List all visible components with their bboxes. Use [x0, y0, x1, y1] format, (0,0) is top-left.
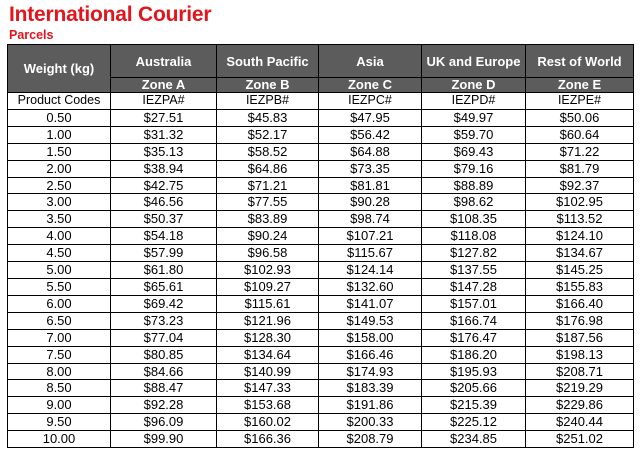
price-cell: $141.07	[319, 295, 422, 312]
price-cell: $124.10	[526, 228, 634, 245]
price-cell: $71.22	[526, 143, 634, 160]
weight-cell: 6.50	[8, 312, 111, 329]
weight-cell: 2.00	[8, 160, 111, 177]
price-cell: $187.56	[526, 329, 634, 346]
price-cell: $77.55	[217, 194, 319, 211]
table-row	[8, 380, 634, 397]
weight-cell: 7.00	[8, 329, 111, 346]
price-cell: $166.46	[319, 346, 422, 363]
price-cell: $134.67	[526, 245, 634, 262]
table-row	[8, 363, 634, 380]
weight-cell: 3.50	[8, 211, 111, 228]
price-cell: $176.98	[526, 312, 634, 329]
weight-cell: 1.00	[8, 126, 111, 143]
price-cell: $140.99	[217, 363, 319, 380]
table-row	[8, 414, 634, 431]
table-row	[8, 295, 634, 312]
zone-header-e: Zone E	[526, 78, 634, 93]
price-cell: $45.83	[217, 109, 319, 126]
price-cell: $155.83	[526, 278, 634, 295]
table-row	[8, 177, 634, 194]
table-row	[8, 109, 634, 126]
price-cell: $79.16	[422, 160, 526, 177]
price-cell: $61.80	[111, 262, 217, 279]
region-header-asia: Asia	[319, 45, 422, 78]
price-cell: $128.30	[217, 329, 319, 346]
price-cell: $47.95	[319, 109, 422, 126]
weight-header: Weight (kg)	[8, 45, 111, 93]
product-code-cell: IEZPC#	[319, 93, 422, 110]
price-cell: $27.51	[111, 109, 217, 126]
rate-table-body	[8, 93, 634, 448]
price-cell: $251.02	[526, 431, 634, 448]
price-cell: $109.27	[217, 278, 319, 295]
weight-cell: 4.50	[8, 245, 111, 262]
price-cell: $121.96	[217, 312, 319, 329]
page-subtitle: Parcels	[9, 28, 54, 42]
price-cell: $205.66	[422, 380, 526, 397]
zone-header-c: Zone C	[319, 78, 422, 93]
weight-cell: 9.00	[8, 397, 111, 414]
price-cell: $77.04	[111, 329, 217, 346]
price-cell: $102.93	[217, 262, 319, 279]
price-cell: $99.90	[111, 431, 217, 448]
price-cell: $92.37	[526, 177, 634, 194]
price-cell: $98.62	[422, 194, 526, 211]
price-cell: $73.35	[319, 160, 422, 177]
price-cell: $137.55	[422, 262, 526, 279]
price-cell: $83.89	[217, 211, 319, 228]
price-cell: $166.36	[217, 431, 319, 448]
price-cell: $127.82	[422, 245, 526, 262]
price-cell: $59.70	[422, 126, 526, 143]
table-row	[8, 126, 634, 143]
price-cell: $166.40	[526, 295, 634, 312]
price-cell: $147.33	[217, 380, 319, 397]
weight-cell: 7.50	[8, 346, 111, 363]
rate-table	[7, 44, 634, 448]
price-cell: $50.37	[111, 211, 217, 228]
price-cell: $215.39	[422, 397, 526, 414]
price-cell: $64.86	[217, 160, 319, 177]
zone-header-b: Zone B	[217, 78, 319, 93]
region-header-south-pacific: South Pacific	[217, 45, 319, 78]
table-row	[8, 278, 634, 295]
weight-cell: 0.50	[8, 109, 111, 126]
price-cell: $147.28	[422, 278, 526, 295]
price-cell: $200.33	[319, 414, 422, 431]
price-cell: $186.20	[422, 346, 526, 363]
price-cell: $234.85	[422, 431, 526, 448]
table-row	[8, 346, 634, 363]
weight-cell: 8.50	[8, 380, 111, 397]
table-row	[8, 160, 634, 177]
price-cell: $225.12	[422, 414, 526, 431]
region-header-australia: Australia	[111, 45, 217, 78]
price-cell: $183.39	[319, 380, 422, 397]
price-cell: $96.09	[111, 414, 217, 431]
price-cell: $115.61	[217, 295, 319, 312]
price-cell: $153.68	[217, 397, 319, 414]
page-title: International Courier	[9, 3, 212, 26]
table-row	[8, 431, 634, 448]
price-cell: $73.23	[111, 312, 217, 329]
weight-cell: 9.50	[8, 414, 111, 431]
region-header-rest-of-world: Rest of World	[526, 45, 634, 78]
price-cell: $160.02	[217, 414, 319, 431]
price-cell: $124.14	[319, 262, 422, 279]
table-row	[8, 262, 634, 279]
price-cell: $64.88	[319, 143, 422, 160]
price-cell: $81.81	[319, 177, 422, 194]
zone-header-d: Zone D	[422, 78, 526, 93]
price-cell: $157.01	[422, 295, 526, 312]
price-cell: $158.00	[319, 329, 422, 346]
table-row	[8, 329, 634, 346]
price-cell: $96.58	[217, 245, 319, 262]
price-cell: $88.47	[111, 380, 217, 397]
price-cell: $198.13	[526, 346, 634, 363]
price-cell: $118.08	[422, 228, 526, 245]
price-cell: $88.89	[422, 177, 526, 194]
weight-cell: 8.00	[8, 363, 111, 380]
price-cell: $208.71	[526, 363, 634, 380]
price-cell: $229.86	[526, 397, 634, 414]
product-code-cell: IEZPA#	[111, 93, 217, 110]
price-cell: $80.85	[111, 346, 217, 363]
price-cell: $38.94	[111, 160, 217, 177]
price-cell: $191.86	[319, 397, 422, 414]
table-row	[8, 194, 634, 211]
table-row	[8, 228, 634, 245]
price-cell: $56.42	[319, 126, 422, 143]
price-cell: $65.61	[111, 278, 217, 295]
price-cell: $208.79	[319, 431, 422, 448]
price-cell: $81.79	[526, 160, 634, 177]
region-header-uk-europe: UK and Europe	[422, 45, 526, 78]
price-cell: $145.25	[526, 262, 634, 279]
price-cell: $108.35	[422, 211, 526, 228]
price-cell: $92.28	[111, 397, 217, 414]
weight-cell: 2.50	[8, 177, 111, 194]
price-cell: $113.52	[526, 211, 634, 228]
price-cell: $195.93	[422, 363, 526, 380]
price-cell: $115.67	[319, 245, 422, 262]
price-cell: $35.13	[111, 143, 217, 160]
table-row	[8, 397, 634, 414]
price-cell: $71.21	[217, 177, 319, 194]
price-cell: $60.64	[526, 126, 634, 143]
weight-cell: 1.50	[8, 143, 111, 160]
price-cell: $132.60	[319, 278, 422, 295]
product-code-cell: IEZPB#	[217, 93, 319, 110]
price-cell: $31.32	[111, 126, 217, 143]
price-cell: $102.95	[526, 194, 634, 211]
price-cell: $174.93	[319, 363, 422, 380]
price-cell: $54.18	[111, 228, 217, 245]
region-header-row	[8, 45, 634, 78]
table-row	[8, 143, 634, 160]
price-cell: $50.06	[526, 109, 634, 126]
price-cell: $176.47	[422, 329, 526, 346]
price-cell: $69.43	[422, 143, 526, 160]
price-cell: $90.24	[217, 228, 319, 245]
weight-cell: 3.00	[8, 194, 111, 211]
price-cell: $58.52	[217, 143, 319, 160]
price-cell: $166.74	[422, 312, 526, 329]
table-row	[8, 211, 634, 228]
price-cell: $98.74	[319, 211, 422, 228]
table-row	[8, 312, 634, 329]
weight-cell: 5.50	[8, 278, 111, 295]
price-cell: $42.75	[111, 177, 217, 194]
price-cell: $69.42	[111, 295, 217, 312]
product-code-cell: IEZPE#	[526, 93, 634, 110]
product-code-cell: IEZPD#	[422, 93, 526, 110]
product-codes-label: Product Codes	[8, 93, 111, 110]
price-cell: $219.29	[526, 380, 634, 397]
price-cell: $46.56	[111, 194, 217, 211]
weight-cell: 5.00	[8, 262, 111, 279]
price-cell: $134.64	[217, 346, 319, 363]
price-cell: $49.97	[422, 109, 526, 126]
weight-cell: 4.00	[8, 228, 111, 245]
price-cell: $90.28	[319, 194, 422, 211]
price-cell: $240.44	[526, 414, 634, 431]
weight-cell: 10.00	[8, 431, 111, 448]
price-cell: $57.99	[111, 245, 217, 262]
price-cell: $107.21	[319, 228, 422, 245]
weight-cell: 6.00	[8, 295, 111, 312]
zone-header-a: Zone A	[111, 78, 217, 93]
price-cell: $52.17	[217, 126, 319, 143]
price-cell: $149.53	[319, 312, 422, 329]
table-row	[8, 245, 634, 262]
product-codes-row	[8, 93, 634, 110]
price-cell: $84.66	[111, 363, 217, 380]
